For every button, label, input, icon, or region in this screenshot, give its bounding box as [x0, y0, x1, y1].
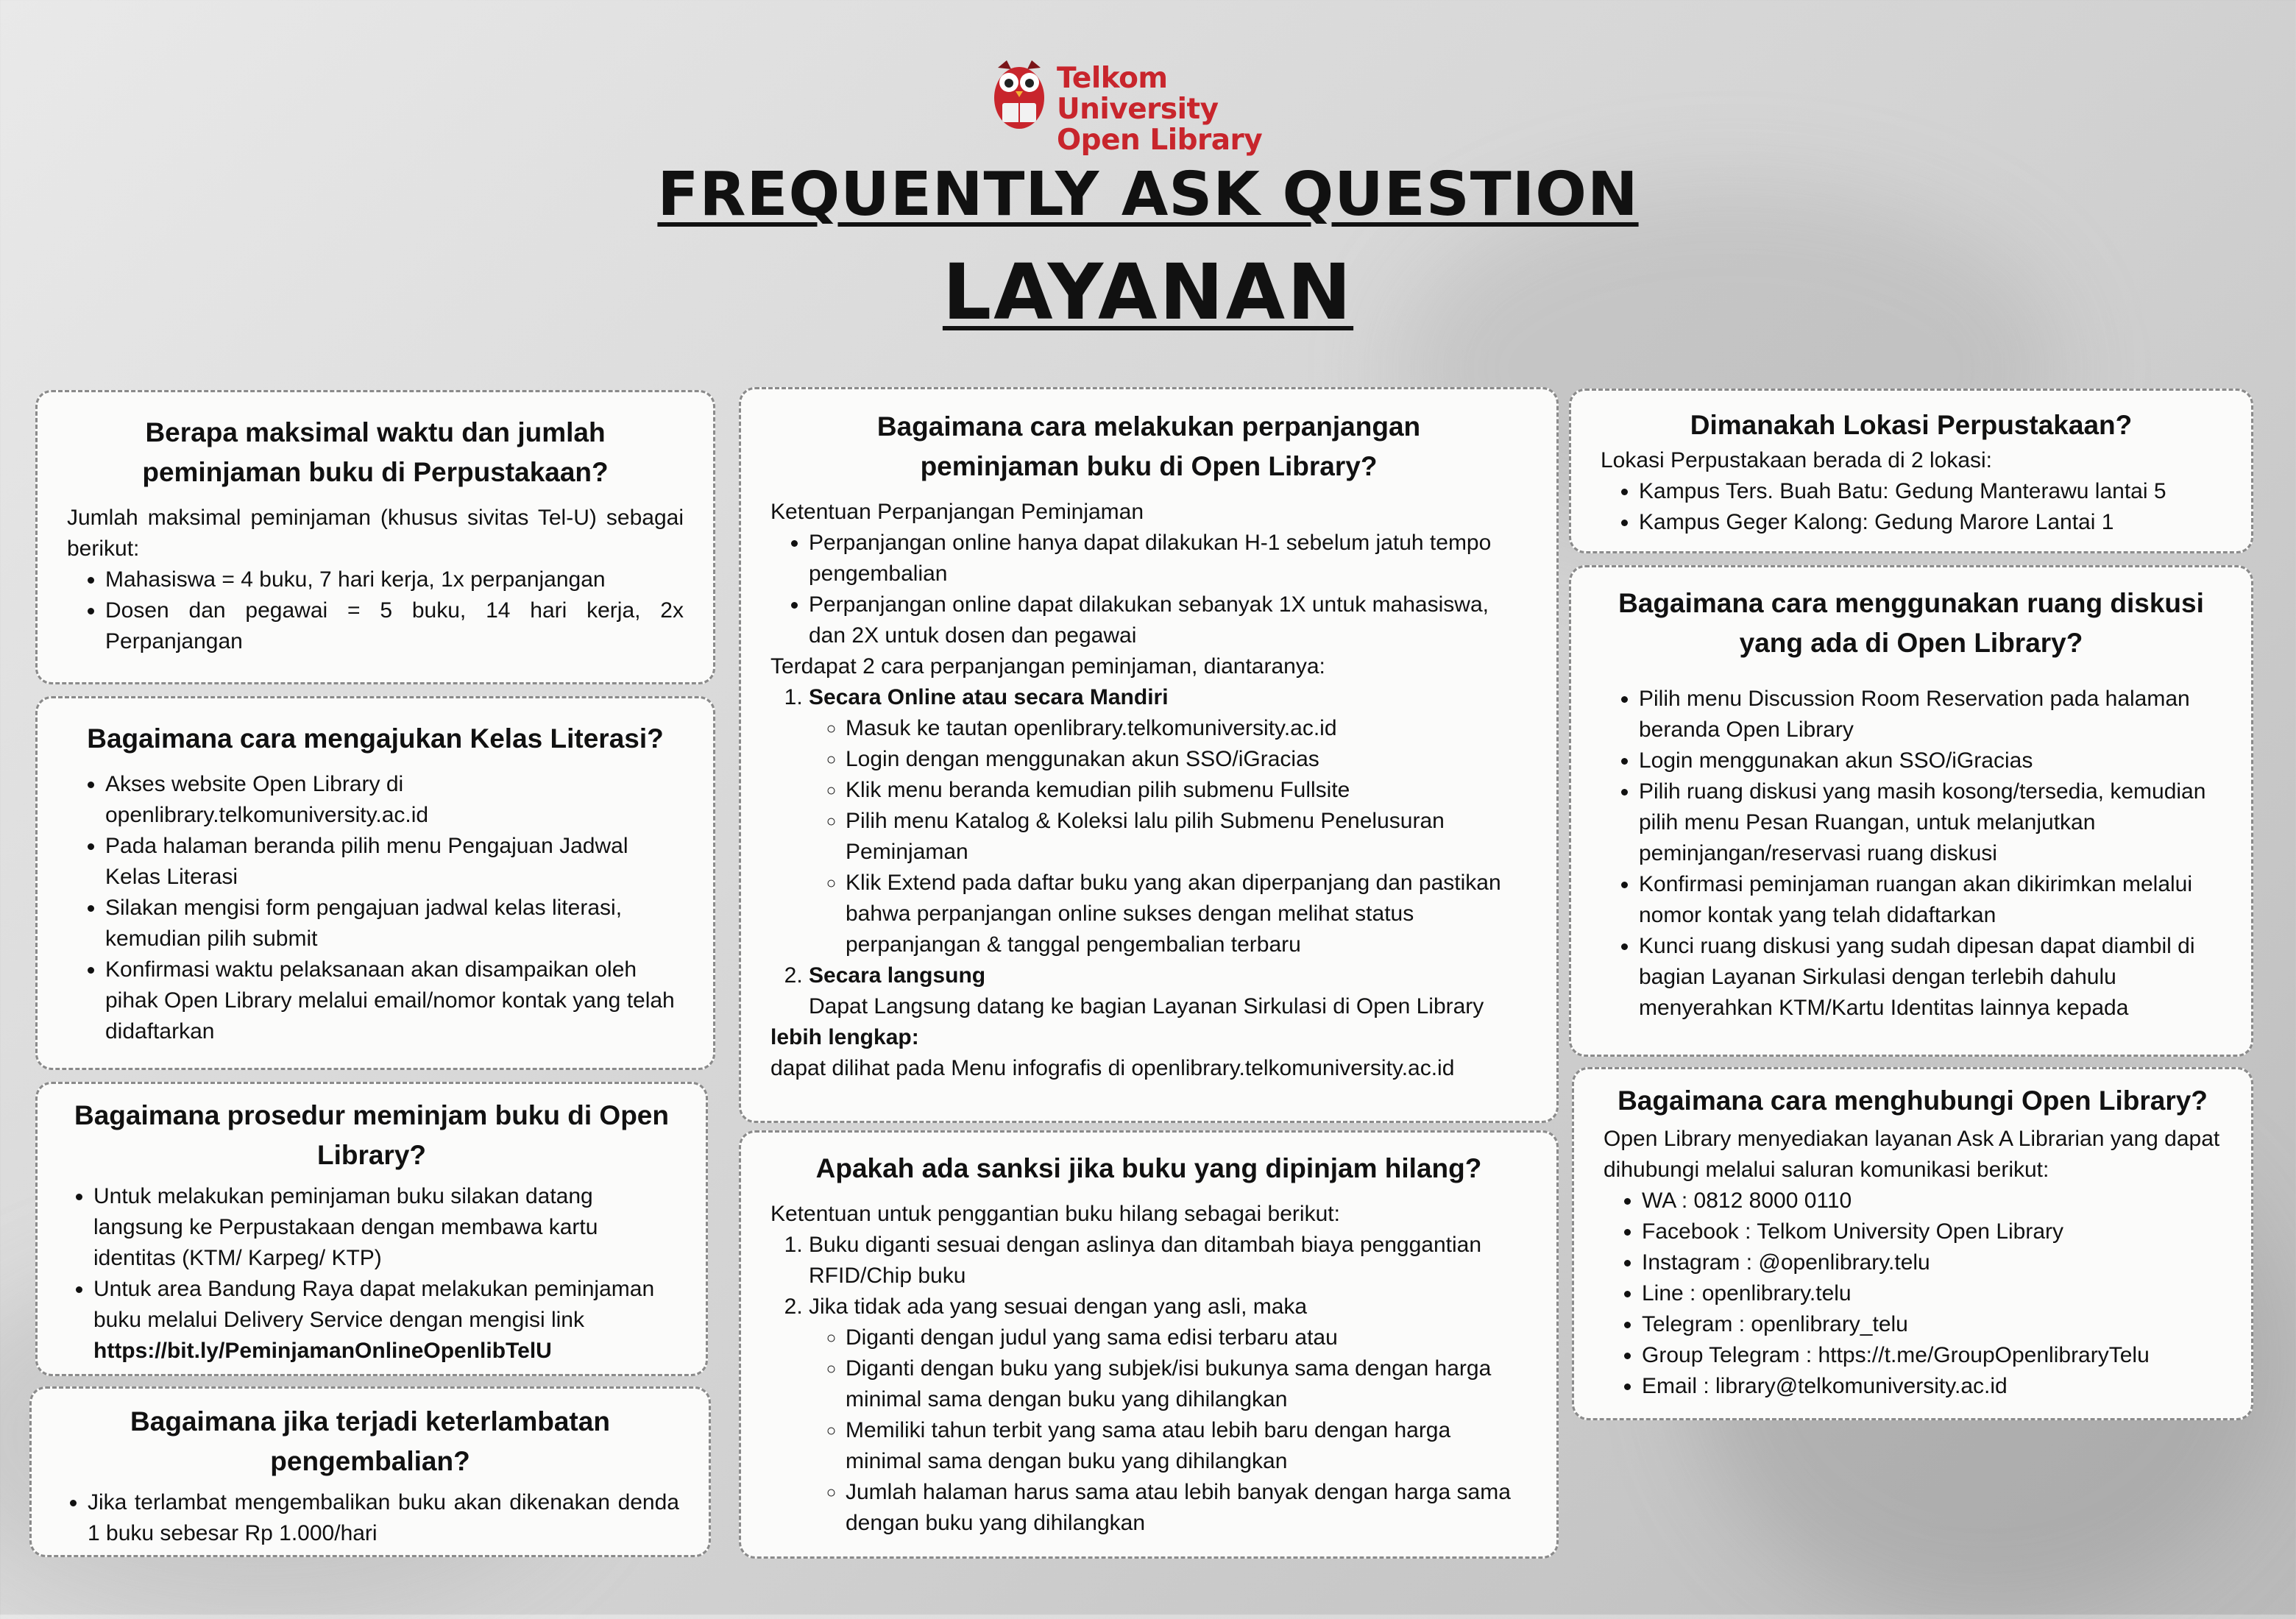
faq-list [67, 769, 684, 1047]
list-item: • Pilih menu Discussion Room Reservation pada halaman beranda Open Library [1639, 684, 2222, 745]
list-item: ◦ Memiliki tahun terbit yang sama atau lebih baru dengan harga minimal sama dengan buku yang dihilangkan [846, 1415, 1527, 1477]
list-item [809, 1292, 1527, 1539]
list-item: • Akses website Open Library di openlibrary.telkomuniversity.ac.id [105, 769, 684, 831]
faq-card-keterlambatan [29, 1386, 711, 1557]
list-item: • Kunci ruang diskusi yang sudah dipesan dapat diambil di bagian Layanan Sirkulasi dengan terlebih dahulu menyerahkan KTM/Kartu Identitas lainnya kepada [1639, 931, 2222, 1024]
faq-question: Bagaimana cara melakukan perpanjangan peminjaman buku di Open Library? [876, 411, 1421, 481]
faq-card-kelas-literasi [35, 696, 715, 1070]
list-item: • Login menggunakan akun SSO/iGracias [1639, 745, 2222, 776]
way-title: Secara langsung [809, 963, 986, 988]
faq-list [61, 1487, 679, 1549]
list-item [809, 682, 1527, 960]
list-item: ◦ Klik menu beranda kemudian pilih submenu Fullsite [846, 775, 1527, 806]
list-item: • Konfirmasi peminjaman ruangan akan dikirimkan melalui nomor kontak yang telah didaftarkan [1639, 869, 2222, 931]
contact-telegram: • Telegram : openlibrary_telu [1642, 1309, 2222, 1340]
list-item: • Kampus Ters. Buah Batu: Gedung Manterawu lantai 5 [1639, 476, 2222, 507]
faq-card-perpanjangan [739, 387, 1559, 1123]
way-steps [809, 713, 1527, 960]
faq-intro: Ketentuan untuk penggantian buku hilang sebagai berikut: [770, 1202, 1340, 1226]
list-item: • Jika terlambat mengembalikan buku akan dikenakan denda 1 buku sebesar Rp 1.000/hari [88, 1487, 679, 1549]
faq-question: Dimanakah Lokasi Perpustakaan? [1690, 410, 2133, 440]
delivery-service-link[interactable]: https://bit.ly/PeminjamanOnlineOpenlibTelU [93, 1339, 552, 1363]
list-item-text: Untuk area Bandung Raya dapat melakukan peminjaman buku melalui Delivery Service dengan mengisi link [93, 1277, 655, 1332]
page-title: FREQUENTLY ASK QUESTION [657, 160, 1639, 230]
list-item: • Dosen dan pegawai = 5 buku, 14 hari kerja, 2x Perpanjangan [105, 595, 684, 657]
list-item: • Konfirmasi waktu pelaksanaan akan disampaikan oleh pihak Open Library melalui email/nomor kontak yang telah didaftarkan [105, 954, 684, 1047]
faq-card-sanksi [739, 1130, 1559, 1559]
faq-ways-list [770, 682, 1527, 1022]
list-item: ◦ Klik Extend pada daftar buku yang akan diperpanjang dan pastikan bahwa perpanjangan online sukses dengan melihat status perpanjangan & tanggal pengembalian terbaru [846, 868, 1527, 960]
faq-card-ruang-diskusi [1569, 565, 2253, 1057]
list-item: ◦ Login dengan menggunakan akun SSO/iGracias [846, 744, 1527, 775]
list-item: • Kampus Geger Kalong: Gedung Marore Lantai 1 [1639, 507, 2222, 538]
faq-question: Bagaimana prosedur meminjam buku di Open Library? [74, 1100, 669, 1170]
faq-card-maks-waktu [35, 390, 715, 684]
faq-card-hubungi [1572, 1067, 2253, 1420]
list-item [809, 960, 1527, 1022]
faq-question: Bagaimana jika terjadi keterlambatan pengembalian? [130, 1406, 610, 1476]
list-item: • Perpanjangan online dapat dilakukan sebanyak 1X untuk mahasiswa, dan 2X untuk dosen dan pegawai [809, 589, 1527, 651]
contact-email: • Email : library@telkomuniversity.ac.id [1642, 1371, 2222, 1402]
contact-line: • Line : openlibrary.telu [1642, 1278, 2222, 1309]
faq-list [770, 528, 1527, 651]
more-text: dapat dilihat pada Menu infografis di openlibrary.telkomuniversity.ac.id [770, 1056, 1455, 1080]
list-item [93, 1274, 676, 1367]
faq-card-lokasi [1569, 389, 2253, 553]
faq-question: Bagaimana cara menghubungi Open Library? [1618, 1085, 2208, 1116]
list-item: ◦ Masuk ke tautan openlibrary.telkomuniversity.ac.id [846, 713, 1527, 744]
faq-question: Apakah ada sanksi jika buku yang dipinjam hilang? [815, 1153, 1482, 1183]
faq-intro: Jumlah maksimal peminjaman (khusus sivitas Tel-U) sebagai berikut: [67, 506, 684, 561]
faq-card-prosedur-pinjam [35, 1082, 708, 1376]
faq-list [67, 564, 684, 657]
list-item: • Silakan mengisi form pengajuan jadwal kelas literasi, kemudian pilih submit [105, 893, 684, 954]
faq-list [1601, 684, 2222, 1024]
list-item-text: Jika tidak ada yang sesuai dengan yang asli, maka [809, 1294, 1308, 1319]
way-text: Dapat Langsung datang ke bagian Layanan Sirkulasi di Open Library [809, 994, 1484, 1018]
more-label: lebih lengkap: [770, 1025, 919, 1049]
faq-intro: Lokasi Perpustakaan berada di 2 lokasi: [1601, 448, 1993, 472]
contact-instagram: • Instagram : @openlibrary.telu [1642, 1247, 2222, 1278]
faq-sublist [809, 1322, 1527, 1539]
contact-facebook: • Facebook : Telkom University Open Library [1642, 1216, 2222, 1247]
way-title: Secara Online atau secara Mandiri [809, 685, 1169, 709]
faq-list [1601, 476, 2222, 538]
library-logo [989, 57, 1328, 157]
logo-line1: Telkom University [1057, 62, 1219, 126]
contact-list [1604, 1186, 2222, 1402]
list-item: ◦ Diganti dengan judul yang sama edisi terbaru atau [846, 1322, 1527, 1353]
owl-icon [989, 57, 1049, 131]
faq-question: Bagaimana cara menggunakan ruang diskusi yang ada di Open Library? [1618, 588, 2204, 658]
list-item: ◦ Jumlah halaman harus sama atau lebih banyak dengan harga sama dengan buku yang dihilangkan [846, 1477, 1527, 1539]
list-item: • Pilih ruang diskusi yang masih kosong/tersedia, kemudian pilih menu Pesan Ruangan, untuk melanjutkan peminjangan/reservasi ruang diskusi [1639, 776, 2222, 869]
list-item: • Pada halaman beranda pilih menu Pengajuan Jadwal Kelas Literasi [105, 831, 684, 893]
faq-question: Bagaimana cara mengajukan Kelas Literasi? [87, 723, 664, 754]
faq-intro: Ketentuan Perpanjangan Peminjaman [770, 500, 1144, 524]
faq-intro: Open Library menyediakan layanan Ask A Librarian yang dapat dihubungi melalui saluran komunikasi berikut: [1604, 1127, 2220, 1182]
faq-ways-intro: Terdapat 2 cara perpanjangan peminjaman, diantaranya: [770, 654, 1325, 679]
faq-question: Berapa maksimal waktu dan jumlah peminjaman buku di Perpustakaan? [142, 417, 609, 487]
logo-line2: Open Library [1057, 124, 1263, 157]
list-item: ◦ Pilih menu Katalog & Koleksi lalu pilih Submenu Penelusuran Peminjaman [846, 806, 1527, 868]
list-item: 1. Buku diganti sesuai dengan aslinya dan ditambah biaya penggantian RFID/Chip buku [809, 1230, 1527, 1292]
list-item: ◦ Diganti dengan buku yang subjek/isi bukunya sama dengan harga minimal sama dengan buku yang dihilangkan [846, 1353, 1527, 1415]
contact-group-telegram: • Group Telegram : https://t.me/GroupOpenlibraryTelu [1642, 1340, 2222, 1371]
page-subtitle: LAYANAN [942, 247, 1354, 337]
list-item: • Untuk melakukan peminjaman buku silakan datang langsung ke Perpustakaan dengan membawa kartu identitas (KTM/ Karpeg/ KTP) [93, 1181, 676, 1274]
contact-whatsapp: • WA : 0812 8000 0110 [1642, 1186, 2222, 1216]
faq-list [770, 1230, 1527, 1539]
list-item: • Mahasiswa = 4 buku, 7 hari kerja, 1x perpanjangan [105, 564, 684, 595]
faq-list [67, 1181, 676, 1367]
list-item: • Perpanjangan online hanya dapat dilakukan H-1 sebelum jatuh tempo pengembalian [809, 528, 1527, 589]
